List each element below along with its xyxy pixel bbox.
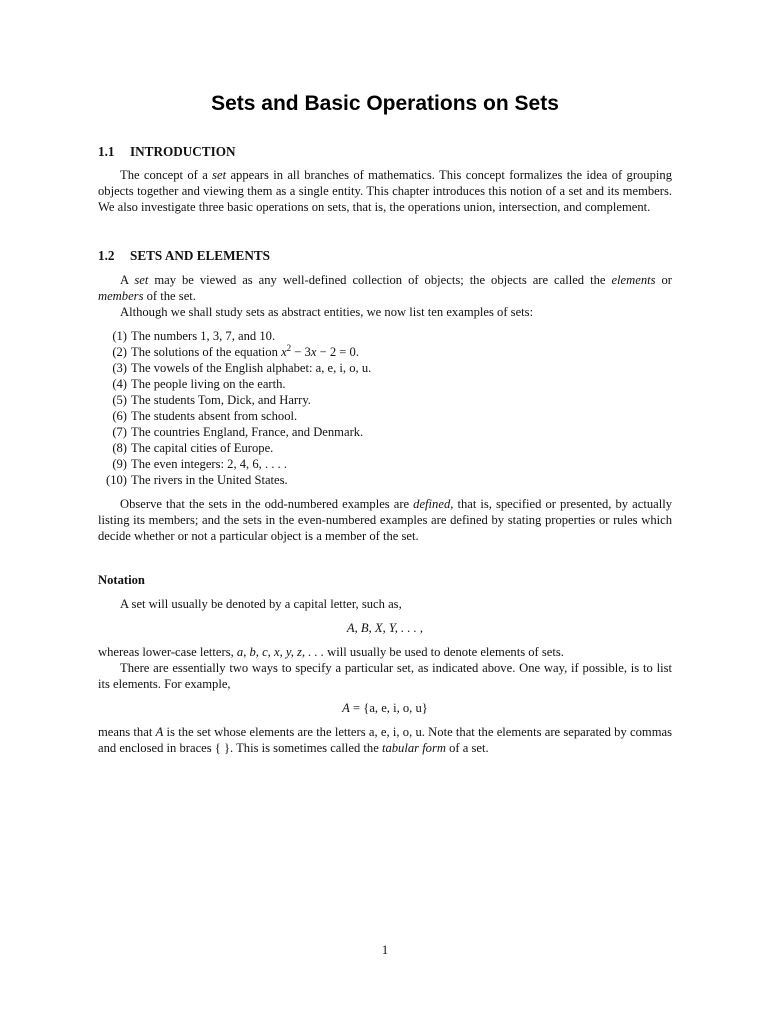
- text: that is, specified or presented, by actually listing its members; and the sets in the even-numbered examples are defined by stating properties or rules which decide whether or not a particular object is a member of the set.: [98, 497, 673, 543]
- document-page: [98, 0, 672, 1024]
- examples-list: [98, 328, 371, 488]
- section-heading-sets-elements: [98, 248, 270, 264]
- text: A: [120, 273, 135, 287]
- notation-paragraph-3: [98, 724, 672, 756]
- list-item: [98, 424, 371, 440]
- intro-paragraph: [98, 167, 672, 215]
- display-math-capitals: A, B, X, Y, . . . ,: [346, 621, 424, 635]
- item-text: The capital cities of Europe.: [131, 441, 274, 455]
- text: appears in all branches of mathematics. This concept formalizes the idea of grouping objects together and viewing them as a single entity. This chapter introduces this notion of a set and its members. We also investigate three basic operations on sets, that is, the operations union, intersection, and complement.: [98, 168, 672, 214]
- list-item: [98, 328, 371, 344]
- emphasis: members: [98, 289, 144, 303]
- list-item: [98, 392, 371, 408]
- item-number: (3): [112, 361, 127, 375]
- notation-paragraph-1: [98, 596, 672, 612]
- math-var: x: [310, 345, 317, 359]
- math-var: x: [281, 345, 287, 359]
- emphasis: defined,: [413, 497, 454, 511]
- math-vars: a, b, c, x, y, z, . . .: [236, 645, 324, 659]
- text: means that: [98, 725, 156, 739]
- emphasis: set: [134, 273, 149, 287]
- text: A set will usually be denoted by a capital letter, such as,: [120, 597, 402, 611]
- text: is the set whose elements are the letters a, e, i, o, u. Note that the elements are separated by commas and enclosed in braces { }. This is sometimes called the: [98, 725, 672, 755]
- list-item: [98, 472, 371, 488]
- text: of a set.: [445, 741, 489, 755]
- emphasis: tabular form: [381, 741, 446, 755]
- text: There are essentially two ways to specify a particular set, as indicated above. One way, if possible, is to list its elements. For example,: [98, 661, 672, 691]
- list-item: [98, 360, 371, 376]
- text: or: [655, 273, 672, 287]
- item-text: The students absent from school.: [131, 409, 298, 423]
- math-text: − 2 = 0.: [316, 345, 359, 359]
- list-item: [98, 408, 371, 424]
- list-item: [98, 344, 371, 360]
- item-number: (10): [106, 473, 127, 487]
- item-text: The countries England, France, and Denmark.: [131, 425, 364, 439]
- section-title: SETS AND ELEMENTS: [130, 248, 270, 263]
- math-text: − 3: [291, 345, 311, 359]
- item-number: (9): [112, 457, 127, 471]
- list-item: [98, 456, 371, 472]
- item-text: The students Tom, Dick, and Harry.: [131, 393, 311, 407]
- section-title: INTRODUCTION: [130, 144, 236, 159]
- text: of the set.: [143, 289, 196, 303]
- text: whereas lower-case letters,: [98, 645, 237, 659]
- text: will usually be used to denote elements of sets.: [324, 645, 564, 659]
- item-number: (7): [112, 425, 127, 439]
- list-item: [98, 440, 371, 456]
- item-number: (5): [112, 393, 127, 407]
- math-text: = {a, e, i, o, u}: [349, 701, 428, 715]
- display-math-set: [98, 700, 672, 716]
- emphasis: set: [212, 168, 227, 182]
- math-exponent: 2: [286, 342, 292, 353]
- item-text: The rivers in the United States.: [131, 473, 288, 487]
- item-text: The people living on the earth.: [131, 377, 286, 391]
- page-number: 1: [381, 943, 389, 957]
- item-text: The even integers: 2, 4, 6, . . . .: [131, 457, 287, 471]
- emphasis: elements: [611, 273, 656, 287]
- item-text: The solutions of the equation: [131, 345, 282, 359]
- section-number: 1.2: [98, 248, 115, 263]
- section-heading-introduction: [98, 144, 236, 160]
- math-var: A: [155, 725, 164, 739]
- text: The concept of a: [120, 168, 213, 182]
- item-number: (6): [112, 409, 127, 423]
- notation-paragraph-2: [98, 644, 672, 692]
- page-title: Sets and Basic Operations on Sets: [211, 92, 559, 115]
- item-text: The numbers 1, 3, 7, and 10.: [131, 329, 276, 343]
- sets-definition-paragraph: [98, 272, 672, 320]
- item-number: (2): [112, 345, 127, 359]
- item-number: (8): [112, 441, 127, 455]
- text: may be viewed as any well-defined collection of objects; the objects are called the: [148, 273, 612, 287]
- item-text: The vowels of the English alphabet: a, e, i, o, u.: [131, 361, 372, 375]
- section-number: 1.1: [98, 144, 115, 159]
- item-number: (1): [112, 329, 127, 343]
- item-number: (4): [112, 377, 127, 391]
- notation-heading: Notation: [98, 573, 145, 587]
- examples-intro: Although we shall study sets as abstract entities, we now list ten examples of sets:: [120, 305, 534, 319]
- list-item: [98, 376, 371, 392]
- math-var: A: [342, 701, 350, 715]
- text: Observe that the sets in the odd-numbered examples are: [120, 497, 414, 511]
- observation-paragraph: [98, 496, 672, 544]
